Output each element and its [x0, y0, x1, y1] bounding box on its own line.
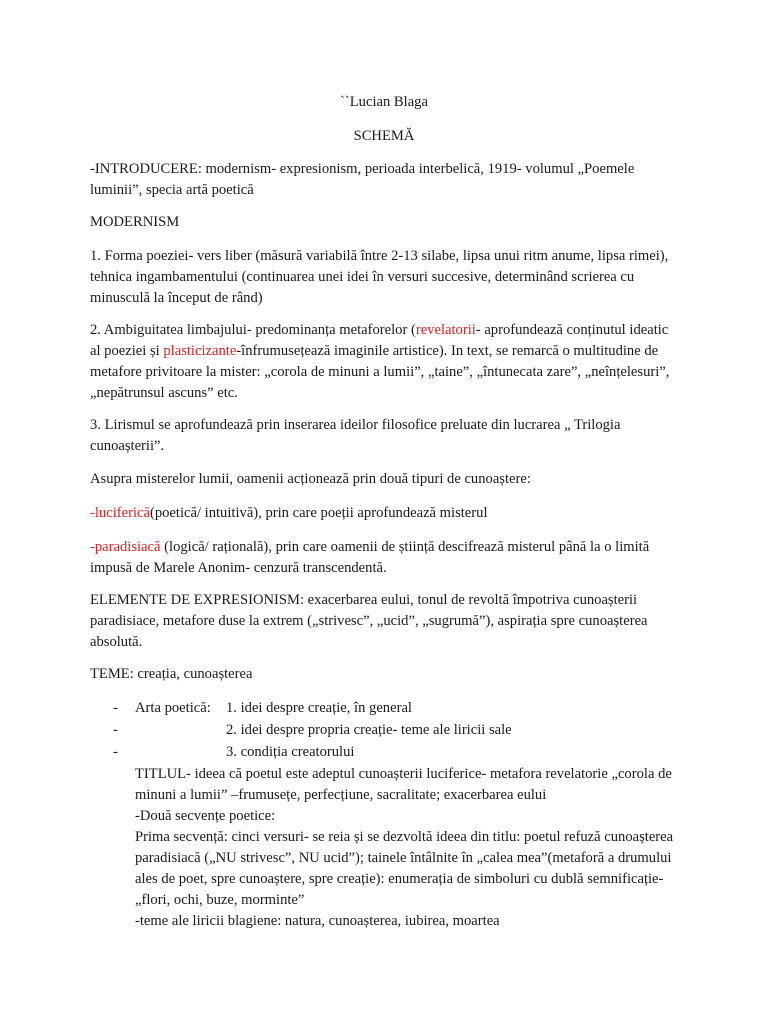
- paradisiaca-text: (logică/ rațională), prin care oamenii de știință descifrează misterul până la o limită impusă de Marele Anonim- cenzură transcendentă.: [90, 539, 650, 576]
- misters-paragraph: Asupra misterelor lumii, oamenii acționează prin două tipuri de cunoaștere:: [90, 471, 531, 487]
- titlul-paragraph: TITLUL- ideea că poetul este adeptul cunoașterii luciferice- metafora revelatorie „corola de minuni a lumii” –frumusețe, perfecțiune, sacralitate; exacerbarea eului: [135, 766, 672, 803]
- point-2-paragraph: [90, 320, 680, 404]
- plasticizante-term: plasticizante: [163, 343, 237, 359]
- document-subtitle: SCHEMĂ: [353, 128, 415, 144]
- paradisiaca-term: -paradisiacă: [90, 539, 161, 555]
- point-2-text-c: -înfrumusețează imaginile artistice). In text, se remarcă o multitudine de metafore privitoare la mister: „corola de minuni a lumii”, „taine”, „întunecata zare”, „neînțelesuri”, „nepătrunsul ascuns” etc.: [90, 343, 670, 401]
- luciferica-text: (poetică/ intuitivă), prin care poeții aprofundează misterul: [149, 505, 488, 521]
- list-dash-2: -: [113, 722, 118, 738]
- luciferica-paragraph: [90, 503, 680, 524]
- luciferica-term: -luciferică: [90, 505, 150, 521]
- point-1-paragraph: 1. Forma poeziei- vers liber (măsură variabilă între 2-13 silabe, lipsa unui ritm anume, lipsa rimei), tehnica ingambamentului (continuarea unei idei în versuri succesive, determinând scrierea cu minusculă la început de rând): [90, 248, 669, 306]
- list-item-2: 2. idei despre propria creație- teme ale liricii sale: [226, 722, 512, 738]
- intro-paragraph: -INTRODUCERE: modernism- expresionism, perioada interbelică, 1919- volumul „Poemele luminii”, specia artă poetică: [90, 161, 635, 198]
- modernism-heading: MODERNISM: [90, 214, 180, 230]
- list-dash-3: -: [113, 744, 118, 760]
- paradisiaca-paragraph: [90, 537, 680, 579]
- list-item-1: 1. idei despre creație, în general: [226, 700, 412, 716]
- secvente-paragraph: -Două secvențe poetice:: [135, 808, 276, 824]
- arta-poetica-label: Arta poetică:: [135, 700, 211, 716]
- teme-paragraph: TEME: creația, cunoașterea: [90, 666, 253, 682]
- list-dash-1: -: [113, 700, 118, 716]
- list-item-3: 3. condiția creatorului: [226, 744, 355, 760]
- teme-blagiene-paragraph: -teme ale liricii blagiene: natura, cunoașterea, iubirea, moartea: [135, 913, 500, 929]
- point-2-text-a: 2. Ambiguitatea limbajului- predominanța metaforelor (: [90, 322, 416, 338]
- point-2-text-b: - aprofundează conținutul ideatic al poeziei și: [90, 322, 669, 359]
- expresionism-paragraph: ELEMENTE DE EXPRESIONISM: exacerbarea eului, tonul de revoltă împotriva cunoașterii paradisiace, metafore duse la extrem („strivesc”, „ucid”, „sugrumă”), aspirația spre cunoașterea absolută.: [90, 592, 648, 650]
- prima-secventa-paragraph: Prima secvență: cinci versuri- se reia și se dezvoltă ideea din titlu: poetul refuză cunoașterea paradisiacă („NU strivesc”, NU ucid”); tainele întâlnite în „calea mea”(metaforă a drumului ales de poet, spre cunoaștere, spre creație): enumerația de simboluri cu dublă semnificație- „flori, ochi, buze, morminte”: [135, 829, 674, 908]
- document-title: ``Lucian Blaga: [340, 94, 428, 110]
- revelatorii-term: revelatorii: [415, 322, 476, 338]
- point-3-paragraph: 3. Lirismul se aprofundează prin inserarea ideilor filosofice preluate din lucrarea „ Trilogia cunoașterii”.: [90, 417, 621, 454]
